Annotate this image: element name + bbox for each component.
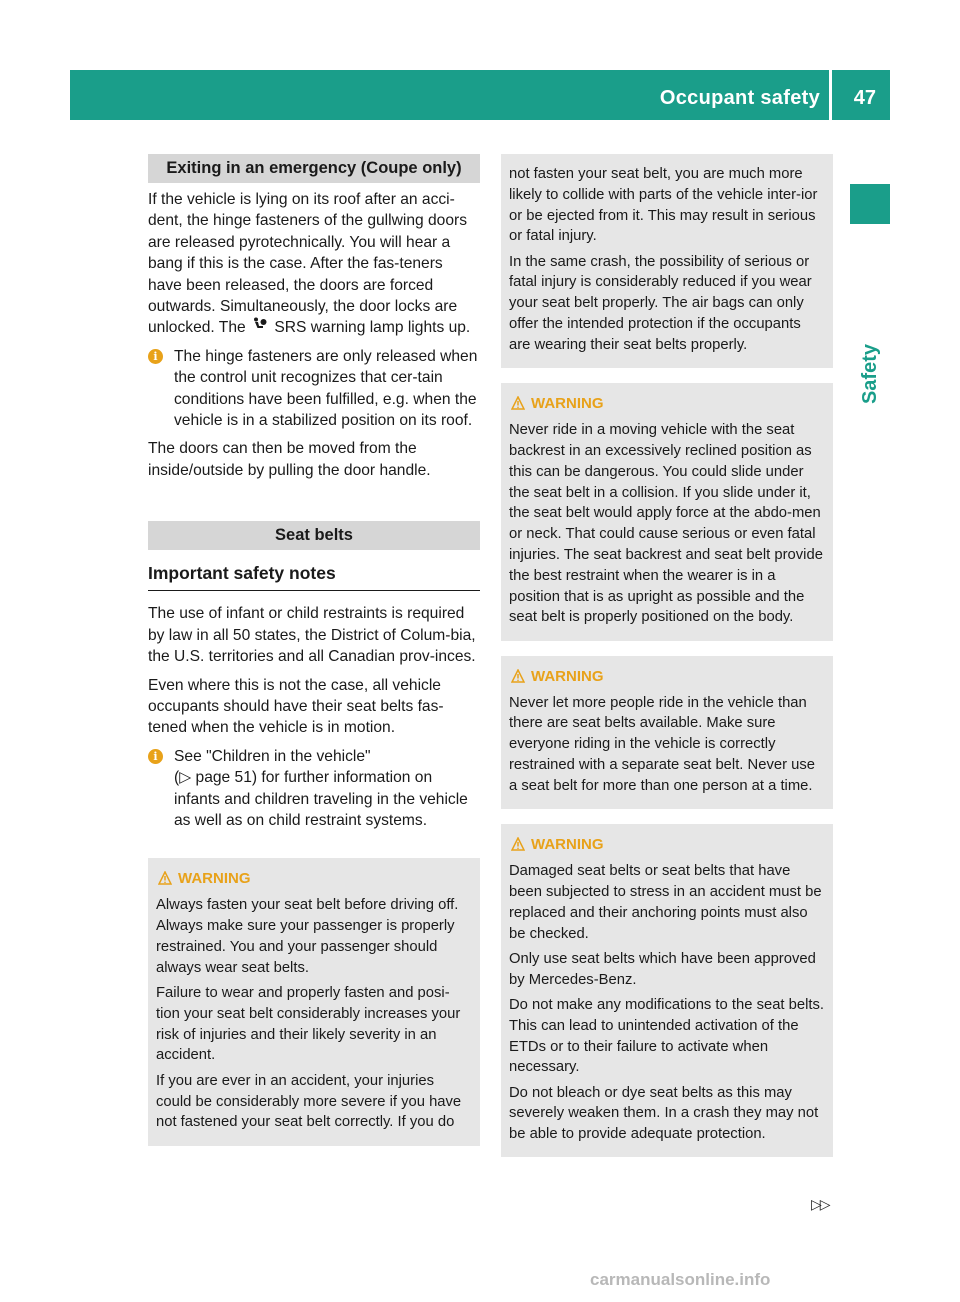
- warning-title: [509, 834, 826, 856]
- info-note-children: [148, 746, 480, 832]
- warning-title: [509, 666, 826, 688]
- warning-text: Damaged seat belts or seat belts that have been subjected to stress in an accident must be replaced and their anchoring points must also be checked.: [509, 863, 822, 942]
- side-tab-marker: [850, 184, 890, 224]
- info-icon: i: [148, 349, 163, 364]
- warning-title: [156, 868, 473, 890]
- warning-title-text: WARNING: [531, 836, 604, 854]
- warning-text: Always fasten your seat belt before driving off. Always make sure your passenger is properly restrained. You and your passenger should always wear seat belts.: [156, 897, 459, 976]
- warning-title-text: WARNING: [178, 870, 251, 888]
- warning-text: Never let more people ride in the vehicle than there are seat belts available. Make sure everyone riding in the vehicle is correctly restrained with a separate seat belt. Never use a seat belt for more than one person at a time.: [509, 694, 815, 794]
- seatbelts-paragraph-1: The use of infant or child restraints is required by law in all 50 states, the District of Colum-bia, the U.S. territories and all Canadian prov-inces.: [148, 605, 476, 666]
- warning-title: [509, 393, 826, 415]
- right-column: [501, 154, 833, 1157]
- warning-box-2: [501, 383, 833, 640]
- page-number: 47: [853, 87, 876, 109]
- warning-text: Do not make any modifications to the seat belts. This can lead to unintended activation of the ETDs or to their failure to activate when necessary.: [509, 996, 825, 1076]
- exiting-paragraph-2: The doors can then be moved from the inside/outside by pulling the door handle.: [148, 440, 431, 479]
- exiting-heading: Exiting in an emergency (Coupe only): [148, 154, 480, 183]
- airbag-warning-icon: [252, 317, 268, 338]
- seatbelts-paragraph-2: Even where this is not the case, all vehicle occupants should have their seat belts fas-tened when the vehicle is in motion.: [148, 676, 444, 737]
- exiting-paragraph: [148, 189, 480, 339]
- warning-text: Only use seat belts which have been approved by Mercedes-Benz.: [509, 950, 816, 988]
- info-text: The hinge fasteners are only released when the control unit recognizes that cer-tain conditions have been fulfilled, e.g. when the vehicle is in a stabilized position on its roof.: [174, 347, 478, 430]
- side-tab-label: Safety: [859, 344, 881, 405]
- warning-box-4: [501, 824, 833, 1157]
- warning-triangle-icon: [511, 396, 525, 410]
- info-text-a: See "Children in the vehicle": [174, 747, 371, 765]
- header-divider: [829, 70, 832, 120]
- warning-title-text: WARNING: [531, 667, 604, 685]
- warning-text: Never ride in a moving vehicle with the seat backrest in an excessively reclined position as this can be dangerous. You could slide under the seat belt in a collision. If you slide under it, the seat belt would apply force at the abdo-men or neck. That could cause serious or even fatal injuries. The seat backrest and seat belt provide the best restraint when the wearer is in a position that is as upright as possible and the seat belt is properly positioned on the body.: [509, 422, 823, 626]
- seatbelts-heading: Seat belts: [148, 521, 480, 550]
- warning-triangle-icon: [511, 837, 525, 851]
- warning-text: If you are ever in an accident, your injuries could be considerably more severe if you have not fastened your seat belt correctly. If you do: [156, 1072, 462, 1131]
- section-title: Occupant safety: [659, 87, 820, 109]
- warning-title-text: WARNING: [531, 395, 604, 413]
- warning-box-1: [148, 858, 480, 1145]
- warning-box-3: [501, 656, 833, 809]
- page-header: [70, 70, 890, 120]
- warning-triangle-icon: [511, 669, 525, 683]
- exiting-para-text-end: SRS warning lamp lights up.: [274, 319, 471, 337]
- exiting-para-text: If the vehicle is lying on its roof after an acci-dent, the hinge fasteners of the gullwing doors are released pyrotechnically. You will hear a bang if this is the case. After the fas-teners have been released, the doors are forced outwards. Simultaneously, the door locks are unlocked. The: [148, 191, 468, 337]
- info-icon: i: [148, 749, 163, 764]
- continue-arrows-icon: ▷▷: [811, 1196, 829, 1212]
- info-note: [148, 346, 480, 432]
- warning-text: Failure to wear and properly fasten and posi-tion your seat belt considerably increases your risk of injuries and their likely severity in an accident.: [156, 985, 461, 1064]
- page-reference-link[interactable]: (▷ page 51) for further information on infants and children traveling in the vehicle as well as on child restraint systems.: [174, 769, 468, 829]
- watermark: carmanualsonline.info: [590, 1270, 771, 1289]
- safety-notes-subheading: Important safety notes: [148, 556, 480, 591]
- warning-box-1-continued: [501, 154, 833, 368]
- warning-text: In the same crash, the possibility of serious or fatal injury is considerably reduced if you wear your seat belt properly. The air bags can only offer the intended protection if the occupants are wearing their seat belts properly.: [509, 253, 812, 353]
- left-column: [148, 154, 480, 1146]
- warning-text: not fasten your seat belt, you are much more likely to collide with parts of the vehicle inter-ior or be ejected from it. This may result in serious or fatal injury.: [509, 166, 818, 245]
- warning-triangle-icon: [158, 871, 172, 885]
- warning-text: Do not bleach or dye seat belts as this may severely weaken them. In a crash they may not be able to provide adequate protection.: [509, 1084, 819, 1143]
